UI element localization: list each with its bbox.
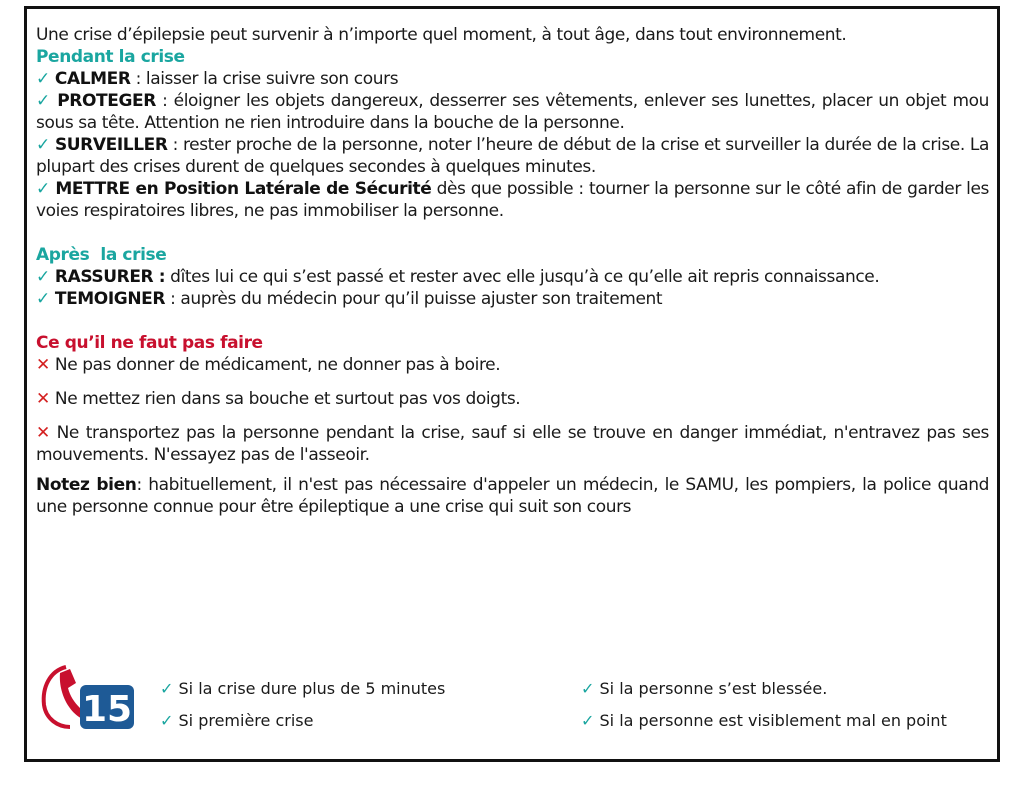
during-item: [36, 68, 989, 90]
check-icon: ✓: [36, 179, 51, 199]
check-icon: ✓: [581, 679, 595, 698]
item-keyword: TEMOIGNER: [54, 289, 166, 309]
info-card: [24, 6, 1000, 762]
phone-emergency-icon: [36, 661, 146, 731]
note-label: Notez bien: [36, 475, 137, 495]
check-icon: ✓: [581, 711, 595, 730]
item-keyword: METTRE en Position Latérale de Sécurité: [55, 179, 432, 199]
cross-icon: ✕: [36, 423, 50, 443]
dont-text: Ne transportez pas la personne pendant la crise, sauf si elle se trouve en danger immédiat, n'entravez pas ses mouvements. N'essayez pas de l'asseoir.: [36, 423, 989, 465]
emergency-number: 15: [81, 689, 133, 730]
during-item: [36, 90, 989, 134]
emergency-condition: [581, 679, 827, 698]
check-icon: ✓: [160, 679, 174, 698]
after-heading: Après la crise: [36, 245, 167, 265]
dont-item: [36, 422, 989, 466]
condition-text: Si première crise: [178, 711, 314, 730]
item-text: dîtes lui ce qui s’est passé et rester avec elle jusqu’à ce qu’elle ait repris connaissance.: [165, 267, 880, 287]
check-icon: ✓: [36, 135, 50, 155]
item-text: : éloigner les objets dangereux, desserrer ses vêtements, enlever ses lunettes, placer un objet mou sous sa tête. Attention ne rien introduire dans la bouche de la personne.: [36, 91, 989, 133]
item-text: : laisser la crise suivre son cours: [130, 69, 399, 89]
note-text: : habituellement, il n'est pas nécessaire d'appeler un médecin, le SAMU, les pompiers, la police quand une personne connue pour être épileptique a une crise qui suit son cours: [36, 475, 989, 517]
condition-text: Si la personne est visiblement mal en point: [599, 711, 947, 730]
donts-heading: Ce qu’il ne faut pas faire: [36, 333, 263, 353]
item-text: : auprès du médecin pour qu’il puisse ajuster son traitement: [165, 289, 663, 309]
after-item: [36, 266, 989, 288]
emergency-condition: [160, 711, 313, 730]
after-item: [36, 288, 989, 310]
check-icon: ✓: [160, 711, 174, 730]
check-icon: ✓: [36, 267, 50, 287]
check-icon: ✓: [36, 91, 52, 111]
cross-icon: ✕: [36, 355, 50, 375]
intro-text: Une crise d’épilepsie peut survenir à n’importe quel moment, à tout âge, dans tout environnement.: [36, 25, 847, 45]
dont-text: Ne mettez rien dans sa bouche et surtout pas vos doigts.: [54, 389, 521, 409]
condition-text: Si la crise dure plus de 5 minutes: [178, 679, 446, 698]
cross-icon: ✕: [36, 389, 50, 409]
note: [36, 474, 989, 518]
item-text: dès que possible : tourner la personne sur le côté afin de garder les voies respiratoires libres, ne pas immobiliser la personne.: [36, 179, 989, 221]
item-keyword: PROTEGER: [57, 91, 156, 111]
item-keyword: SURVEILLER: [54, 135, 168, 155]
dont-item: [36, 354, 989, 376]
check-icon: ✓: [36, 69, 50, 89]
condition-text: Si la personne s’est blessée.: [599, 679, 828, 698]
emergency-section: [36, 657, 989, 732]
item-keyword: CALMER: [54, 69, 131, 89]
emergency-condition: [160, 679, 445, 698]
dont-item: [36, 388, 989, 410]
dont-text: Ne pas donner de médicament, ne donner pas à boire.: [54, 355, 501, 375]
emergency-condition: [581, 711, 947, 730]
card-content: [36, 24, 989, 518]
during-item: [36, 134, 989, 178]
item-text: : rester proche de la personne, noter l’heure de début de la crise et surveiller la durée de la crise. La plupart des crises durent de quelques secondes à quelques minutes.: [36, 135, 989, 177]
during-item: [36, 178, 989, 222]
check-icon: ✓: [36, 289, 50, 309]
item-keyword: RASSURER :: [54, 267, 166, 287]
during-heading: Pendant la crise: [36, 47, 185, 67]
